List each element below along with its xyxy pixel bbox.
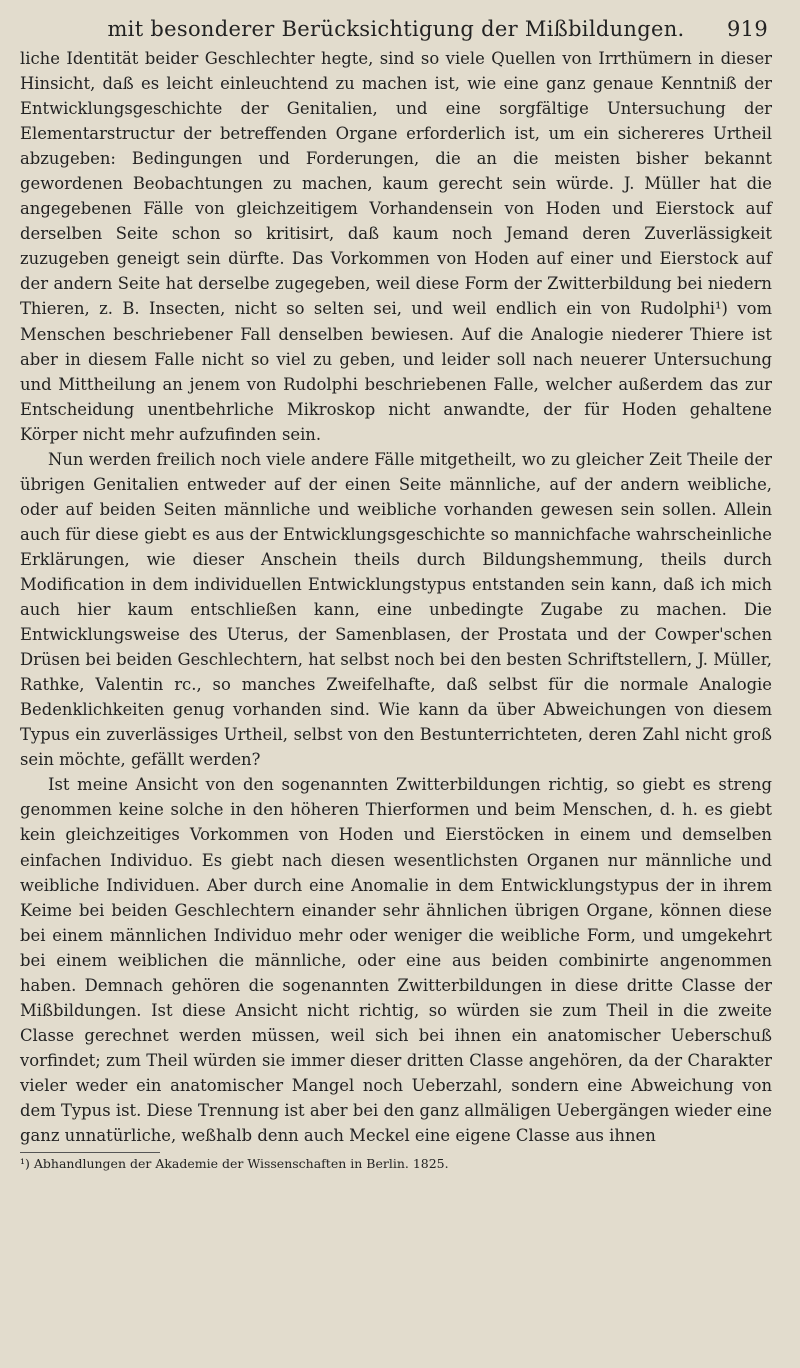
paragraph-2: Nun werden freilich noch viele andere Fälle mitgetheilt, wo zu gleicher Zeit Theile der übrigen Genitalien entweder auf der einen Seite männliche, auf der andern weibliche, oder auf beiden Seiten männliche und weibliche vorhanden gewesen sein sollen. Allein auch für diese giebt es aus der Entwicklungsgeschichte so mannichfache wahrscheinliche Erklärungen, wie dieser Anschein theils durch Bildungshemmung, theils durch Modification in dem individuellen Entwicklungstypus entstanden sein kann, daß ich mich auch hier kaum entschließen kann, eine unbedingte Zugabe zu machen. Die Entwicklungsweise des Uterus, der Samenblasen, der Prostata und der Cowper'schen Drüsen bei beiden Geschlechtern, hat selbst noch bei den besten Schriftstellern, J. Müller, Rathke, Valentin rc., so manches Zweifelhafte, daß selbst für die normale Analogie Bedenklichkeiten genug vorhanden sind. Wie kann da über Abweichungen von diesem Typus ein zuverlässiges Urtheil, selbst von den Bestunterrichteten, deren Zahl nicht groß sein möchte, gefällt werden? xyxy=(20,449,772,770)
running-title: mit besonderer Berücksichtigung der Mißbildungen. xyxy=(107,17,685,41)
footnote-text: Abhandlungen der Akademie der Wissenschaften in Berlin. 1825. xyxy=(33,1156,449,1172)
paragraph-3: Ist meine Ansicht von den sogenannten Zwitterbildungen richtig, so giebt es streng genommen keine solche in den höheren Thierformen und beim Menschen, d. h. es giebt kein gleichzeitiges Vorkommen von Hoden und Eierstöcken in einem und demselben einfachen Individuo. Es giebt nach diesen wesentlichsten Organen nur männliche und weibliche Individuen. Aber durch eine Anomalie in dem Entwicklungstypus der in ihrem Keime bei beiden Geschlechtern einander sehr ähnlichen übrigen Organe, können diese bei einem männlichen Individuo mehr oder weniger die weibliche Form, und umgekehrt bei einem weiblichen die männliche, oder eine aus beiden combinirte angenommen haben. Demnach gehören die sogenannten Zwitterbildungen in diese dritte Classe der Mißbildungen. Ist diese Ansicht nicht richtig, so würden sie zum Theil in die zweite Classe gerechnet werden müssen, weil sich bei ihnen ein anatomischer Ueberschuß vorfindet; zum Theil würden sie immer dieser dritten Classe angehören, da der Charakter vieler weder ein anatomischer Mangel noch Ueberzahl, sondern eine Abweichung von dem Typus ist. Diese Trennung ist aber bei den ganz allmäligen Uebergängen wieder eine ganz unnatürliche, weßhalb denn auch Meckel eine eigene Classe aus ihnen xyxy=(20,775,772,1146)
page-number: 919 xyxy=(727,17,768,41)
footnote-divider xyxy=(20,1152,160,1153)
body-text xyxy=(20,46,772,1148)
running-header xyxy=(20,14,772,44)
paragraph-1: liche Identität beider Geschlechter hegte, sind so viele Quellen von Irrthümern in dieser Hinsicht, daß es leicht einleuchtend zu machen ist, wie eine ganz genaue Kenntniß der Entwicklungsgeschichte der Genitalien, und eine sorgfältige Untersuchung der Elementarstructur der betreffenden Organe erforderlich ist, um ein sichereres Urtheil abzugeben: Bedingungen und Forderungen, die an die meisten bisher bekannt gewordenen Beobachtungen zu machen, kaum gerecht sein würde. J. Müller hat die angegebenen Fälle von gleichzeitigem Vorhandensein von Hoden und Eierstock auf derselben Seite schon so kritisirt, daß kaum noch Jemand deren Zuverlässigkeit zuzugeben geneigt sein dürfte. Das Vorkommen von Hoden auf einer und Eierstock auf der andern Seite hat derselbe zugegeben, weil diese Form der Zwitterbildung bei niedern Thieren, z. B. Insecten, nicht so selten sei, und weil endlich ein von Rudolphi¹) vom Menschen beschriebener Fall denselben bewiesen. Auf die Analogie niederer Thiere ist aber in diesem Falle nicht so viel zu geben, und leider soll nach neuerer Untersuchung und Mittheilung an jenem von Rudolphi beschriebenen Falle, welcher außerdem das zur Entscheidung unentbehrliche Mikroskop nicht anwandte, der für Hoden gehaltene Körper nicht mehr aufzufinden sein. xyxy=(20,49,772,444)
footnote-marker: ¹) xyxy=(20,1156,30,1172)
footnote xyxy=(20,1155,772,1173)
